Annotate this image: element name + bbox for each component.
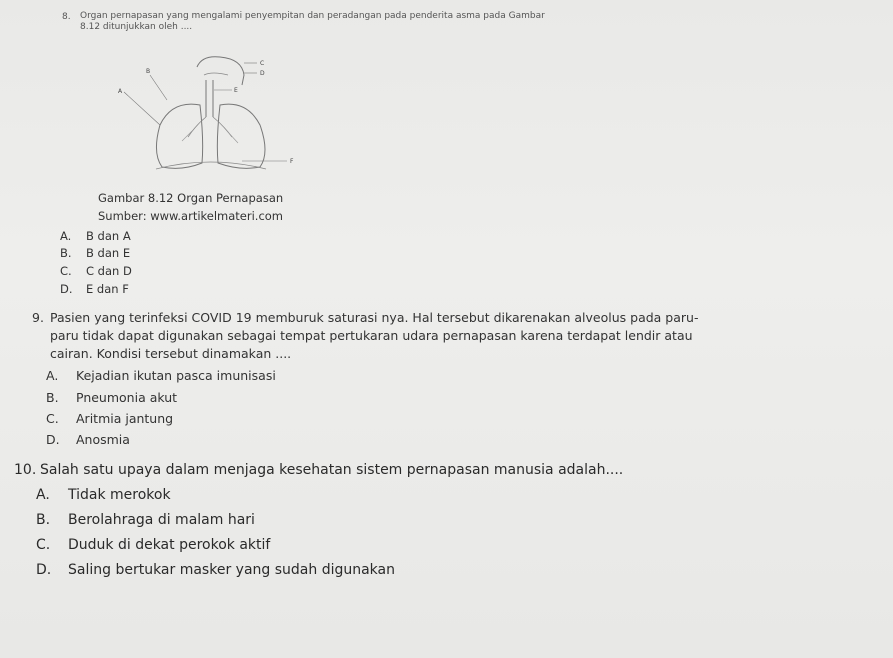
option-text: E dan F bbox=[86, 282, 129, 296]
option-letter: C. bbox=[46, 411, 59, 426]
option-text: Duduk di dekat perokok aktif bbox=[68, 537, 271, 553]
figure-label-f: F bbox=[290, 158, 294, 165]
question-number: 9. bbox=[32, 310, 44, 325]
option-letter: D. bbox=[36, 562, 52, 578]
question-text-line: cairan. Kondisi tersebut dinamakan .... bbox=[50, 346, 292, 361]
option-text: Anosmia bbox=[76, 432, 130, 447]
option-letter: A. bbox=[46, 368, 59, 383]
question-text-line: Organ pernapasan yang mengalami penyempitan dan peradangan pada penderita asma pada Gambar bbox=[80, 11, 545, 21]
option-text: Pneumonia akut bbox=[76, 390, 178, 405]
figure-label-d: D bbox=[260, 70, 265, 77]
option-text: Berolahraga di malam hari bbox=[68, 512, 255, 528]
figure-label-b: B bbox=[146, 68, 151, 75]
question-number: 10. bbox=[14, 462, 37, 478]
question-text-line: Pasien yang terinfeksi COVID 19 memburuk saturasi nya. Hal tersebut dikarenakan alveolus pada paru- bbox=[50, 310, 699, 325]
respiratory-organ-figure bbox=[92, 45, 312, 175]
figure-label-e: E bbox=[234, 87, 238, 94]
question-number: 8. bbox=[62, 12, 71, 22]
option-text: Saling bertukar masker yang sudah digunakan bbox=[68, 562, 395, 578]
question-text-line: 8.12 ditunjukkan oleh .... bbox=[80, 22, 193, 32]
question-text-line: paru tidak dapat digunakan sebagai tempat pertukaran udara pernapasan karena terdapat lendir atau bbox=[50, 328, 693, 343]
option-letter: B. bbox=[46, 390, 59, 405]
option-text: Kejadian ikutan pasca imunisasi bbox=[76, 368, 276, 383]
option-text: Aritmia jantung bbox=[76, 411, 174, 426]
option-text: B dan A bbox=[86, 229, 131, 243]
option-text: B dan E bbox=[86, 246, 131, 260]
figure-label-c: C bbox=[260, 60, 265, 67]
figure-label-a: A bbox=[118, 88, 123, 95]
option-letter: D. bbox=[46, 432, 60, 447]
option-letter: B. bbox=[60, 246, 72, 260]
option-letter: D. bbox=[60, 282, 73, 296]
figure-source: Sumber: www.artikelmateri.com bbox=[98, 209, 284, 223]
option-letter: C. bbox=[36, 537, 51, 553]
option-letter: A. bbox=[36, 487, 50, 503]
option-text: Tidak merokok bbox=[68, 487, 171, 503]
option-letter: A. bbox=[60, 229, 72, 243]
question-text-line: Salah satu upaya dalam menjaga kesehatan sistem pernapasan manusia adalah.... bbox=[40, 462, 624, 478]
figure-caption: Gambar 8.12 Organ Pernapasan bbox=[98, 191, 284, 205]
option-letter: B. bbox=[36, 512, 51, 528]
option-letter: C. bbox=[60, 264, 72, 278]
option-text: C dan D bbox=[86, 264, 132, 278]
